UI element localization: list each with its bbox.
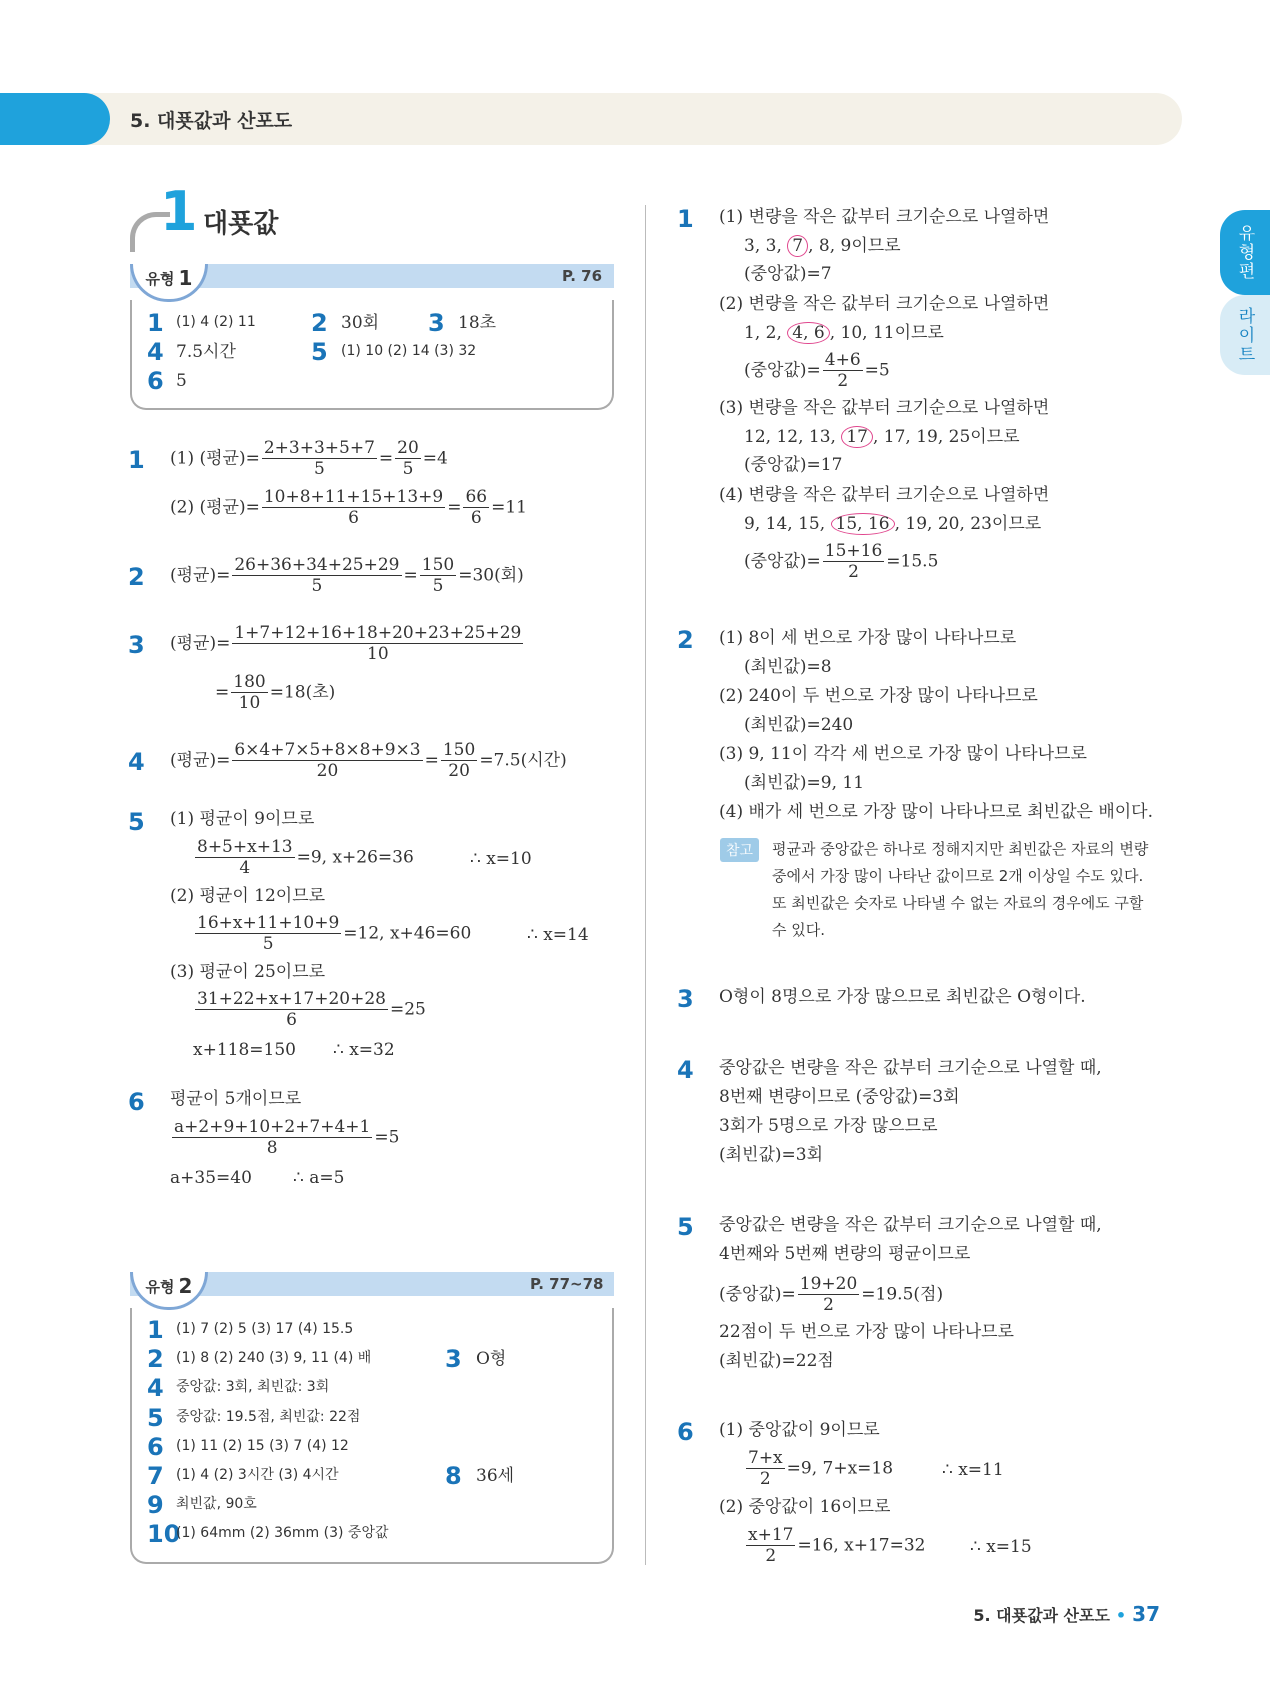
column-divider [645,205,646,1565]
t1-q2-num: 2 [311,309,328,337]
sol5-a-result: ∴ x=10 [470,849,532,869]
type2-page-ref: P. 77~78 [530,1275,604,1293]
sol4-num: 4 [128,748,145,776]
rsol1-d3: (중앙값)= $\frac{15+16}{2}$ =15.5 [744,541,939,583]
sol6-num: 6 [128,1088,145,1116]
note-line: 또 최빈값은 숫자로 나타낼 수 없는 자료의 경우에도 구할 [772,894,1144,912]
rsol6-b: (2) 중앙값이 16이므로 [719,1497,891,1517]
rsol6-b-eq: $\frac{x+17}{2}$ =16, x+17=32 [748,1525,926,1567]
footer-dot: • [1115,1606,1127,1625]
sol2: (평균)= $\frac{26+36+34+25+29}{5}$ = $\frac{150}{5}$ =30(회) [170,555,524,597]
rsol2-d: (4) 배가 세 번으로 가장 많이 나타나므로 최빈값은 배이다. [719,802,1153,822]
t2-q-num: 4 [147,1374,164,1402]
t1-q3-num: 3 [428,309,445,337]
sol5-a-eq: $\frac{8+5+x+13}{4}$ =9, x+26=36 [197,837,414,879]
sol5-c-label: (3) 평균이 25이므로 [170,962,326,982]
t2-q-num: 10 [147,1520,181,1548]
rsol3-num: 3 [677,985,694,1013]
side-tab-light[interactable]: 라이트 [1220,295,1270,375]
rsol6-a-result: ∴ x=11 [942,1460,1004,1480]
sol5-c-eq2: x+118=150 [193,1040,296,1060]
rsol2-num: 2 [677,626,694,654]
rsol1-a2: 3, 3, 7 , 8, 9이므로 [744,236,901,256]
rsol1-c2: 12, 12, 13, 17 , 17, 19, 25이므로 [744,427,1020,447]
sol1-a: (1) (평균)= $\frac{2+3+3+5+7}{5}$ = $\frac{20}{5}$ =4 [170,438,448,480]
t2-q-ans: 36세 [476,1466,515,1486]
rsol1-a3: (중앙값)=7 [744,264,832,284]
rsol1-a: (1) 변량을 작은 값부터 크기순으로 나열하면 [719,207,1050,227]
t2-q-ans: (1) 7 (2) 5 (3) 17 (4) 15.5 [176,1321,354,1337]
note-badge: 참고 [720,838,759,862]
type1-tag: 유형 1 [130,264,208,302]
rsol6-num: 6 [677,1418,694,1446]
t1-q1-ans: (1) 4 (2) 11 [176,314,256,330]
rsol6-b-result: ∴ x=15 [970,1537,1032,1557]
section-title: 대푯값 [203,209,279,239]
sol3-b: = $\frac{180}{10}$ =18(초) [215,672,336,714]
sol6-result: ∴ a=5 [293,1168,345,1188]
rsol2-c: (3) 9, 11이 각각 세 번으로 가장 많이 나타나므로 [719,744,1087,764]
t2-q-num: 9 [147,1491,164,1519]
rsol5-num: 5 [677,1213,694,1241]
rsol1-b3: (중앙값)= $\frac{4+6}{2}$ =5 [744,350,890,392]
sol3-num: 3 [128,631,145,659]
rsol6-a-eq: $\frac{7+x}{2}$ =9, 7+x=18 [748,1448,894,1490]
sol5-c-eq: $\frac{31+22+x+17+20+28}{6}$ =25 [197,989,426,1031]
t2-q-num: 5 [147,1404,164,1432]
rsol4-line: 3회가 5명으로 가장 많으므로 [719,1116,938,1136]
sol2-num: 2 [128,563,145,591]
sol5-b-eq: $\frac{16+x+11+10+9}{5}$ =12, x+46=60 [197,913,472,955]
t2-q-ans: 중앙값: 3회, 최빈값: 3회 [176,1379,330,1395]
t1-q2-ans: 30회 [341,313,380,333]
rsol5-b: 4번째와 5번째 변량의 평균이므로 [719,1244,971,1264]
rsol4-num: 4 [677,1056,694,1084]
sol4: (평균)= $\frac{6\times 4+7\times 5+8\times 8+9\times 3}{20}$ = $\frac{150}{20}$ =7.5(시간) [170,740,567,782]
t2-q-num: 8 [445,1462,462,1490]
t2-q-ans: (1) 4 (2) 3시간 (3) 4시간 [176,1467,339,1483]
rsol4-line: 중앙값은 변량을 작은 값부터 크기순으로 나열할 때, [719,1058,1102,1078]
t1-q4-num: 4 [147,338,164,366]
rsol4-line: (최빈값)=3회 [719,1145,824,1165]
rsol5-e: (최빈값)=22점 [719,1351,834,1371]
rsol2-c2: (최빈값)=9, 11 [744,773,865,793]
section-number: 1 [160,180,198,243]
t2-q-ans: 중앙값: 19.5점, 최빈값: 22점 [176,1409,361,1425]
rsol6-a: (1) 중앙값이 9이므로 [719,1420,880,1440]
t1-q5-ans: (1) 10 (2) 14 (3) 32 [341,343,477,359]
footer-chapter: 5. 대푯값과 산포도 [973,1606,1110,1625]
sol5-b-result: ∴ x=14 [527,925,589,945]
rsol2-b2: (최빈값)=240 [744,715,854,735]
rsol5-a: 중앙값은 변량을 작은 값부터 크기순으로 나열할 때, [719,1215,1102,1235]
sol5-c-result: ∴ x=32 [333,1040,395,1060]
rsol1-num: 1 [677,205,694,233]
t1-q6-ans: 5 [176,371,187,391]
rsol1-b2: 1, 2, 4, 6 , 10, 11이므로 [744,323,944,343]
sol5-num: 5 [128,808,145,836]
note-line: 평균과 중앙값은 하나로 정해지지만 최빈값은 자료의 변량 [772,840,1149,858]
t2-q-ans: (1) 8 (2) 240 (3) 9, 11 (4) 배 [176,1350,372,1366]
sol5-b-label: (2) 평균이 12이므로 [170,886,326,906]
type2-tag: 유형 2 [130,1272,208,1310]
sol3-a: (평균)= $\frac{1+7+12+16+18+20+23+25+29}{10}$ [170,623,522,665]
note-line: 중에서 가장 많이 나타난 값이므로 2개 이상일 수도 있다. [772,867,1144,885]
t2-q-ans: O형 [476,1349,507,1369]
t1-q3-ans: 18초 [458,313,497,333]
t2-q-ans: (1) 64mm (2) 36mm (3) 중앙값 [176,1525,389,1541]
type1-page-ref: P. 76 [562,267,603,285]
sol5-a-label: (1) 평균이 9이므로 [170,809,315,829]
rsol4-line: 8번째 변량이므로 (중앙값)=3회 [719,1087,960,1107]
note-line: 수 있다. [772,921,826,939]
side-tab-type[interactable]: 유형편 [1220,210,1270,295]
rsol5-d: 22점이 두 번으로 가장 많이 나타나므로 [719,1322,1014,1342]
page-footer [973,1602,1160,1626]
t2-q-num: 3 [445,1345,462,1373]
rsol5-c: (중앙값)= $\frac{19+20}{2}$ =19.5(점) [719,1274,944,1316]
t2-q-num: 7 [147,1462,164,1490]
t1-q1-num: 1 [147,309,164,337]
sol6-label: 평균이 5개이므로 [170,1089,302,1109]
t2-q-num: 2 [147,1345,164,1373]
t1-q4-ans: 7.5시간 [176,342,236,362]
rsol1-c3: (중앙값)=17 [744,455,843,475]
t1-q5-num: 5 [311,338,328,366]
rsol1-d2: 9, 14, 15, 15, 16 , 19, 20, 23이므로 [744,514,1042,534]
t2-q-num: 6 [147,1433,164,1461]
t1-q6-num: 6 [147,367,164,395]
rsol1-d: (4) 변량을 작은 값부터 크기순으로 나열하면 [719,485,1050,505]
rsol1-b: (2) 변량을 작은 값부터 크기순으로 나열하면 [719,294,1050,314]
sol1-num: 1 [128,446,145,474]
t2-q-ans: 최빈값, 90호 [176,1496,257,1512]
page-number: 37 [1132,1602,1160,1626]
sol6-eq2: a+35=40 [170,1168,252,1188]
rsol3: O형이 8명으로 가장 많으므로 최빈값은 O형이다. [719,987,1086,1007]
t2-q-ans: (1) 11 (2) 15 (3) 7 (4) 12 [176,1438,349,1454]
chapter-title: 5. 대푯값과 산포도 [130,110,293,132]
sol1-b: (2) (평균)= $\frac{10+8+11+15+13+9}{6}$ = $\frac{66}{6}$ =11 [170,487,528,529]
chapter-header-accent [0,93,110,145]
rsol2-b: (2) 240이 두 번으로 가장 많이 나타나므로 [719,686,1038,706]
t2-q-num: 1 [147,1316,164,1344]
rsol2-a2: (최빈값)=8 [744,657,832,677]
rsol1-c: (3) 변량을 작은 값부터 크기순으로 나열하면 [719,398,1050,418]
sol6-eq: $\frac{a+2+9+10+2+7+4+1}{8}$ =5 [174,1117,400,1159]
rsol2-a: (1) 8이 세 번으로 가장 많이 나타나므로 [719,628,1017,648]
